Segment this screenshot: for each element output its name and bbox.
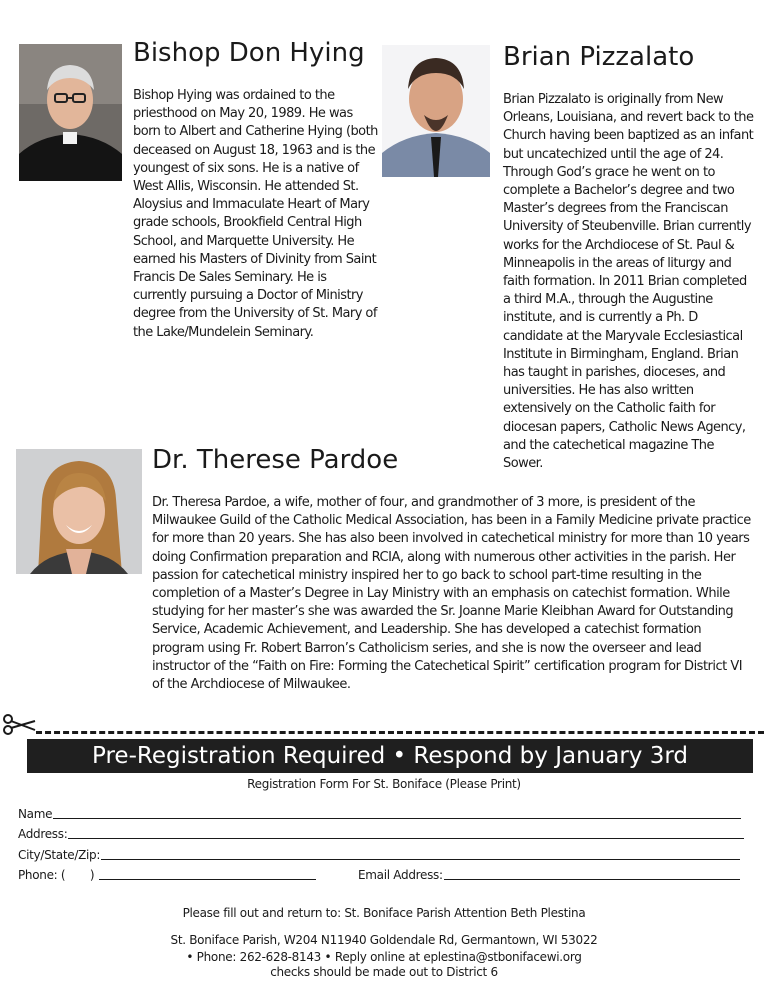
- speaker-bio-pardoe: Dr. Theresa Pardoe, a wife, mother of four, and grandmother of 3 more, is president of the Milwaukee Guild of the Catholic Medical Association, has been in a Family Medicine private practice for more than 20 years. She has also been involved in catechetical ministry for more than 10 years doing Confirmation preparation and RCIA, along with numerous other activities in the parish. Her passion for catechetical ministry inspired her to go back to school part-time resulting in the completion of a Master’s Degree in Lay Ministry with an emphasis on catechist formation. While studying for her master’s she was awarded the Sr. Joanne Marie Kleibhan Award for Outstanding Service, Academic Achievement, and Leadership. She has developed a catechist formation program using Fr. Robert Barron’s Catholicism series, and she is now the overseer and lead instructor of the “Faith on Fire: Forming the Catechetical Spirit” certification program for District VI of the Archdiocese of Milwaukee.: [152, 495, 751, 693]
- scissors-icon: [2, 713, 36, 735]
- email-line[interactable]: [444, 879, 740, 880]
- speaker-name-pizzalato: Brian Pizzalato: [503, 42, 695, 72]
- brian-pizzalato-photo: [382, 45, 490, 177]
- return-instructions: Please fill out and return to: St. Boniface Parish Attention Beth Plestina: [182, 906, 586, 920]
- city-state-zip-field[interactable]: [18, 846, 740, 862]
- parish-address: St. Boniface Parish, W204 N11940 Goldendale Rd, Germantown, WI 53022: [170, 933, 598, 947]
- cut-line-divider: [36, 731, 764, 734]
- therese-pardoe-photo: [16, 449, 142, 574]
- address-label: Address:: [18, 827, 68, 841]
- address-field[interactable]: [18, 825, 744, 841]
- checks-note: checks should be made out to District 6: [270, 965, 498, 979]
- phone-label: Phone: ( ): [18, 868, 98, 882]
- speaker-name-pardoe: Dr. Therese Pardoe: [152, 445, 399, 475]
- name-label: Name: [18, 807, 53, 821]
- speaker-name-hying: Bishop Don Hying: [133, 38, 365, 68]
- email-field[interactable]: [358, 866, 740, 882]
- speaker-bio-pizzalato: Brian Pizzalato is originally from New Orleans, Louisiana, and revert back to the Church having been baptized as an infant but uncatechized until the age of 24. Through God’s grace he went on to complete a Bachelor’s degree and two Master’s degrees from the Franciscan University of Steubenville. Brian currently works for the Archdiocese of St. Paul & Minneapolis in the areas of liturgy and faith formation. In 2011 Brian completed a third M.A., through the Augustine institute, and is currently a Ph. D candidate at the Maryvale Ecclesiastical Institute in Birmingham, England. Brian has taught in parishes, dioceses, and universities. He has also written extensively on the Catholic faith for diocesan papers, Catholic News Agency, and the catechetical magazine The Sower.: [503, 92, 754, 472]
- form-title: Registration Form For St. Boniface (Please Print): [247, 777, 521, 791]
- name-line[interactable]: [53, 818, 741, 819]
- address-line[interactable]: [68, 838, 744, 839]
- bishop-hying-photo: [19, 44, 122, 181]
- phone-field[interactable]: [18, 866, 316, 882]
- registration-banner: Pre-Registration Required • Respond by January 3rd: [27, 739, 753, 773]
- contact-line: • Phone: 262-628-8143 • Reply online at eplestina@stbonifacewi.org: [186, 950, 582, 964]
- city-state-zip-label: City/State/Zip:: [18, 848, 101, 862]
- name-field[interactable]: [18, 805, 741, 821]
- city-state-zip-line[interactable]: [101, 859, 740, 860]
- speaker-bio-hying: Bishop Hying was ordained to the priesthood on May 20, 1989. He was born to Albert and Catherine Hying (both deceased on August 18, 1963 and is the youngest of six sons. He is a native of West Allis, Wisconsin. He attended St. Aloysius and Immaculate Heart of Mary grade schools, Brookfield Central High School, and Marquette University. He earned his Masters of Divinity from Saint Francis De Sales Seminary. He is currently pursuing a Doctor of Ministry degree from the University of St. Mary of the Lake/Mundelein Seminary.: [133, 88, 378, 340]
- email-label: Email Address:: [358, 868, 443, 882]
- phone-line[interactable]: [99, 879, 316, 880]
